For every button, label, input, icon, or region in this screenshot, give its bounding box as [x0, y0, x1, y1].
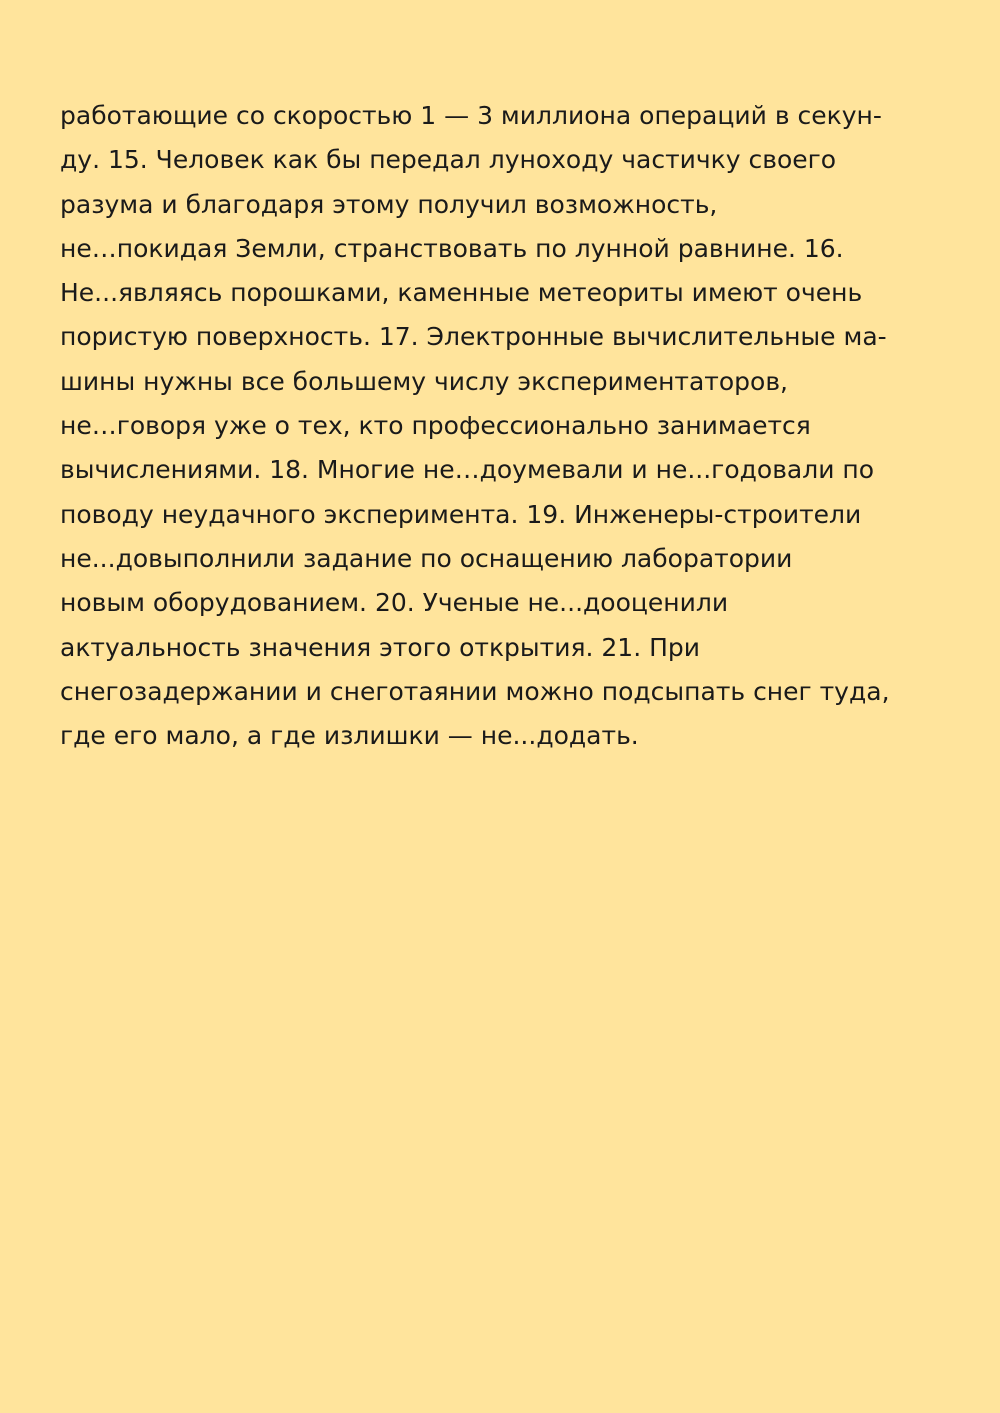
text-line: снегозадержании и снеготаянии можно подсыпать снег туда,	[60, 676, 890, 706]
text-line: ду. 15. Человек как бы передал луноходу частичку своего	[60, 145, 837, 175]
text-line: не…говоря уже о тех, кто профессионально занимается	[60, 411, 811, 441]
text-line: поводу неудачного эксперимента. 19. Инженеры-строители	[60, 499, 862, 529]
text-line: не…покидая Земли, странствовать по лунной равнине. 16.	[60, 233, 844, 263]
text-line: шины нужны все большему числу экспериментаторов,	[60, 366, 789, 396]
text-line: где его мало, а где излишки — не...додать.	[60, 721, 639, 751]
text-line: пористую поверхность. 17. Электронные вычислительные ма-	[60, 322, 887, 352]
text-line: Не...являясь порошками, каменные метеориты имеют очень	[60, 278, 863, 308]
exercise-text	[60, 94, 960, 758]
text-line: вычислениями. 18. Многие не…доумевали и не...годовали по	[60, 455, 875, 485]
text-line: работающие со скоростью 1 — 3 миллиона операций в секун-	[60, 101, 882, 130]
text-line: разума и благодаря этому получил возможность,	[60, 189, 718, 219]
text-line: новым оборудованием. 20. Ученые не...дооценили	[60, 588, 729, 618]
text-line: не...довыполнили задание по оснащению лаборатории	[60, 543, 793, 573]
text-line: актуальность значения этого открытия. 21. При	[60, 632, 701, 662]
